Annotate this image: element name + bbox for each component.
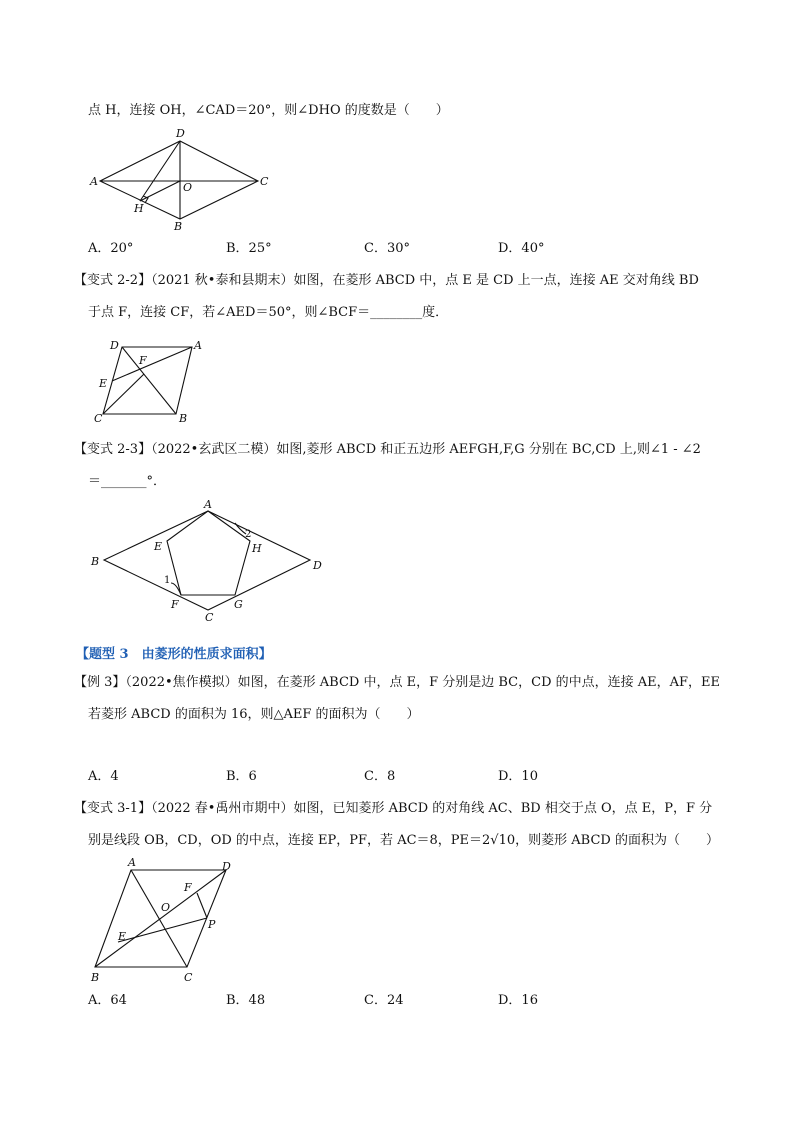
label-C: C xyxy=(260,175,269,188)
variant-2-3-line2: ＝_______°． xyxy=(88,474,167,489)
label-E: E xyxy=(154,540,163,553)
label-E: E xyxy=(99,377,108,390)
label-B: B xyxy=(91,971,100,984)
variant-3-1-line1: 【变式 3-1】（2022 春•禹州市期中）如图，已知菱形 ABCD 的对角线 AC、BD 相交于点 O，点 E，P，F 分 xyxy=(74,801,713,816)
label-F: F xyxy=(184,881,192,894)
example-3-line1: 【例 3】（2022•焦作模拟）如图，在菱形 ABCD 中，点 E，F 分别是边 BC，CD 的中点，连接 AE，AF，EE xyxy=(74,675,721,690)
q1-option-b: B．25° xyxy=(226,241,272,256)
ex3-option-a: A．4 xyxy=(88,769,119,784)
label-G: G xyxy=(234,598,243,611)
label-D: D xyxy=(313,559,322,572)
label-A: A xyxy=(194,339,202,352)
variant-3-1-line2: 别是线段 OB，CD，OD 的中点，连接 EP，PF，若 AC＝8，PE＝2√10，则菱形 ABCD 的面积为（ ） xyxy=(88,833,719,848)
label-C: C xyxy=(94,412,103,425)
label-angle-1: 1 xyxy=(164,575,171,586)
v31-option-a: A．64 xyxy=(88,993,127,1008)
label-D: D xyxy=(222,860,231,873)
label-O: O xyxy=(161,901,171,914)
label-angle-2: 2 xyxy=(245,529,252,540)
variant-2-2-line1: 【变式 2-2】（2021 秋•泰和县期末）如图，在菱形 ABCD 中，点 E 是 CD 上一点，连接 AE 交对角线 BD xyxy=(74,273,699,288)
label-F: F xyxy=(139,354,147,367)
label-C: C xyxy=(205,611,214,624)
q1-option-a: A．20° xyxy=(88,241,134,256)
label-D: D xyxy=(110,339,119,352)
label-B: B xyxy=(91,555,100,568)
question-1-text: 点 H，连接 OH，∠CAD＝20°，则∠DHO 的度数是（ ） xyxy=(88,103,449,118)
ex3-option-c: C．8 xyxy=(364,769,396,784)
v31-option-c: C．24 xyxy=(364,993,404,1008)
label-A: A xyxy=(128,856,136,869)
q1-option-c: C．30° xyxy=(364,241,410,256)
variant-2-3-line1: 【变式 2-3】（2022•玄武区二模）如图,菱形 ABCD 和正五边形 AEFGH,F,G 分别在 BC,CD 上,则∠1 - ∠2 xyxy=(74,442,701,457)
ex3-option-b: B．6 xyxy=(226,769,257,784)
example-3-line2: 若菱形 ABCD 的面积为 16，则△AEF 的面积为（ ） xyxy=(88,707,420,722)
label-B: B xyxy=(174,220,183,233)
q1-option-d: D．40° xyxy=(498,241,545,256)
section-heading-type-3: 【题型 3 由菱形的性质求面积】 xyxy=(76,647,272,662)
label-H: H xyxy=(134,202,144,215)
ex3-option-d: D．10 xyxy=(498,769,538,784)
label-B: B xyxy=(179,412,188,425)
variant-2-2-line2: 于点 F，连接 CF，若∠AED＝50°，则∠BCF＝________度． xyxy=(88,305,449,320)
label-H: H xyxy=(252,542,262,555)
label-A: A xyxy=(90,175,98,188)
label-P: P xyxy=(208,918,216,931)
label-D: D xyxy=(176,127,185,140)
label-F: F xyxy=(171,598,179,611)
label-C: C xyxy=(184,971,193,984)
v31-option-b: B．48 xyxy=(226,993,266,1008)
label-A: A xyxy=(204,498,212,511)
label-O: O xyxy=(183,181,193,194)
label-E: E xyxy=(118,930,127,943)
v31-option-d: D．16 xyxy=(498,993,538,1008)
